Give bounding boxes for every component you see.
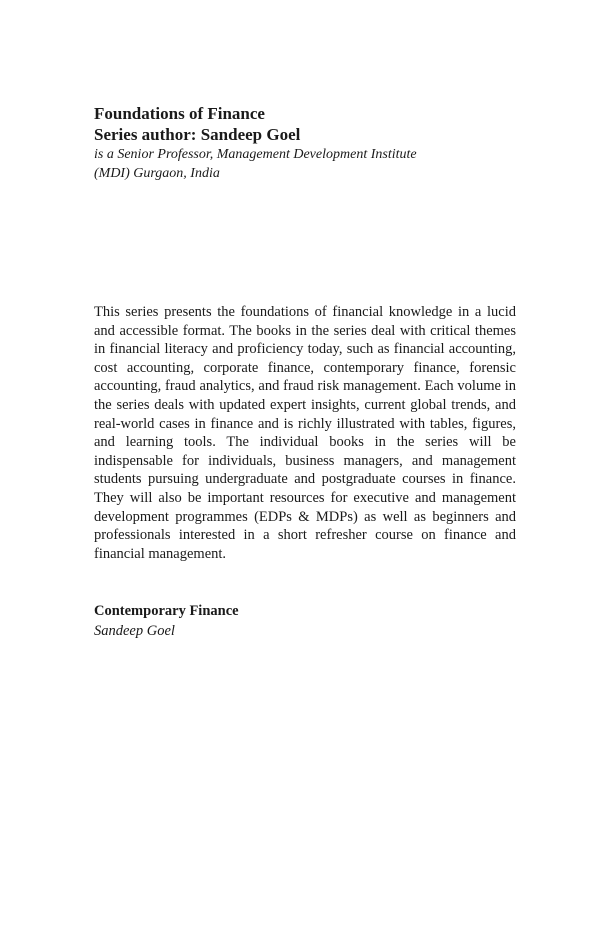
author-bio-line-1: is a Senior Professor, Management Development Institute: [94, 147, 417, 162]
book-author: Sandeep Goel: [94, 623, 175, 639]
series-header: [94, 103, 516, 183]
series-author: Series author: Sandeep Goel: [94, 125, 301, 144]
series-page: [94, 103, 516, 639]
series-title: Foundations of Finance: [94, 104, 265, 123]
book-title: Contemporary Finance: [94, 603, 239, 619]
series-description: This series presents the foundations of financial knowledge in a lucid and accessible format. The books in the series deal with critical themes in financial literacy and proficiency today, such as financial accounting, cost accounting, corporate finance, contemporary finance, forensic accounting, fraud analytics, and fraud risk management. Each volume in the series deals with updated expert insights, current global trends, and real-world cases in finance and is richly illustrated with tables, figures, and learning tools. The individual books in the series will be indispensable for individuals, business managers, and management students pursuing undergraduate and postgraduate courses in finance. They will also be important resources for executive and management development programmes (EDPs & MDPs) as well as beginners and professionals interested in a short refresher course on finance and financial management.: [94, 304, 516, 562]
book-entry: [94, 601, 516, 641]
author-bio-line-2: (MDI) Gurgaon, India: [94, 166, 220, 181]
